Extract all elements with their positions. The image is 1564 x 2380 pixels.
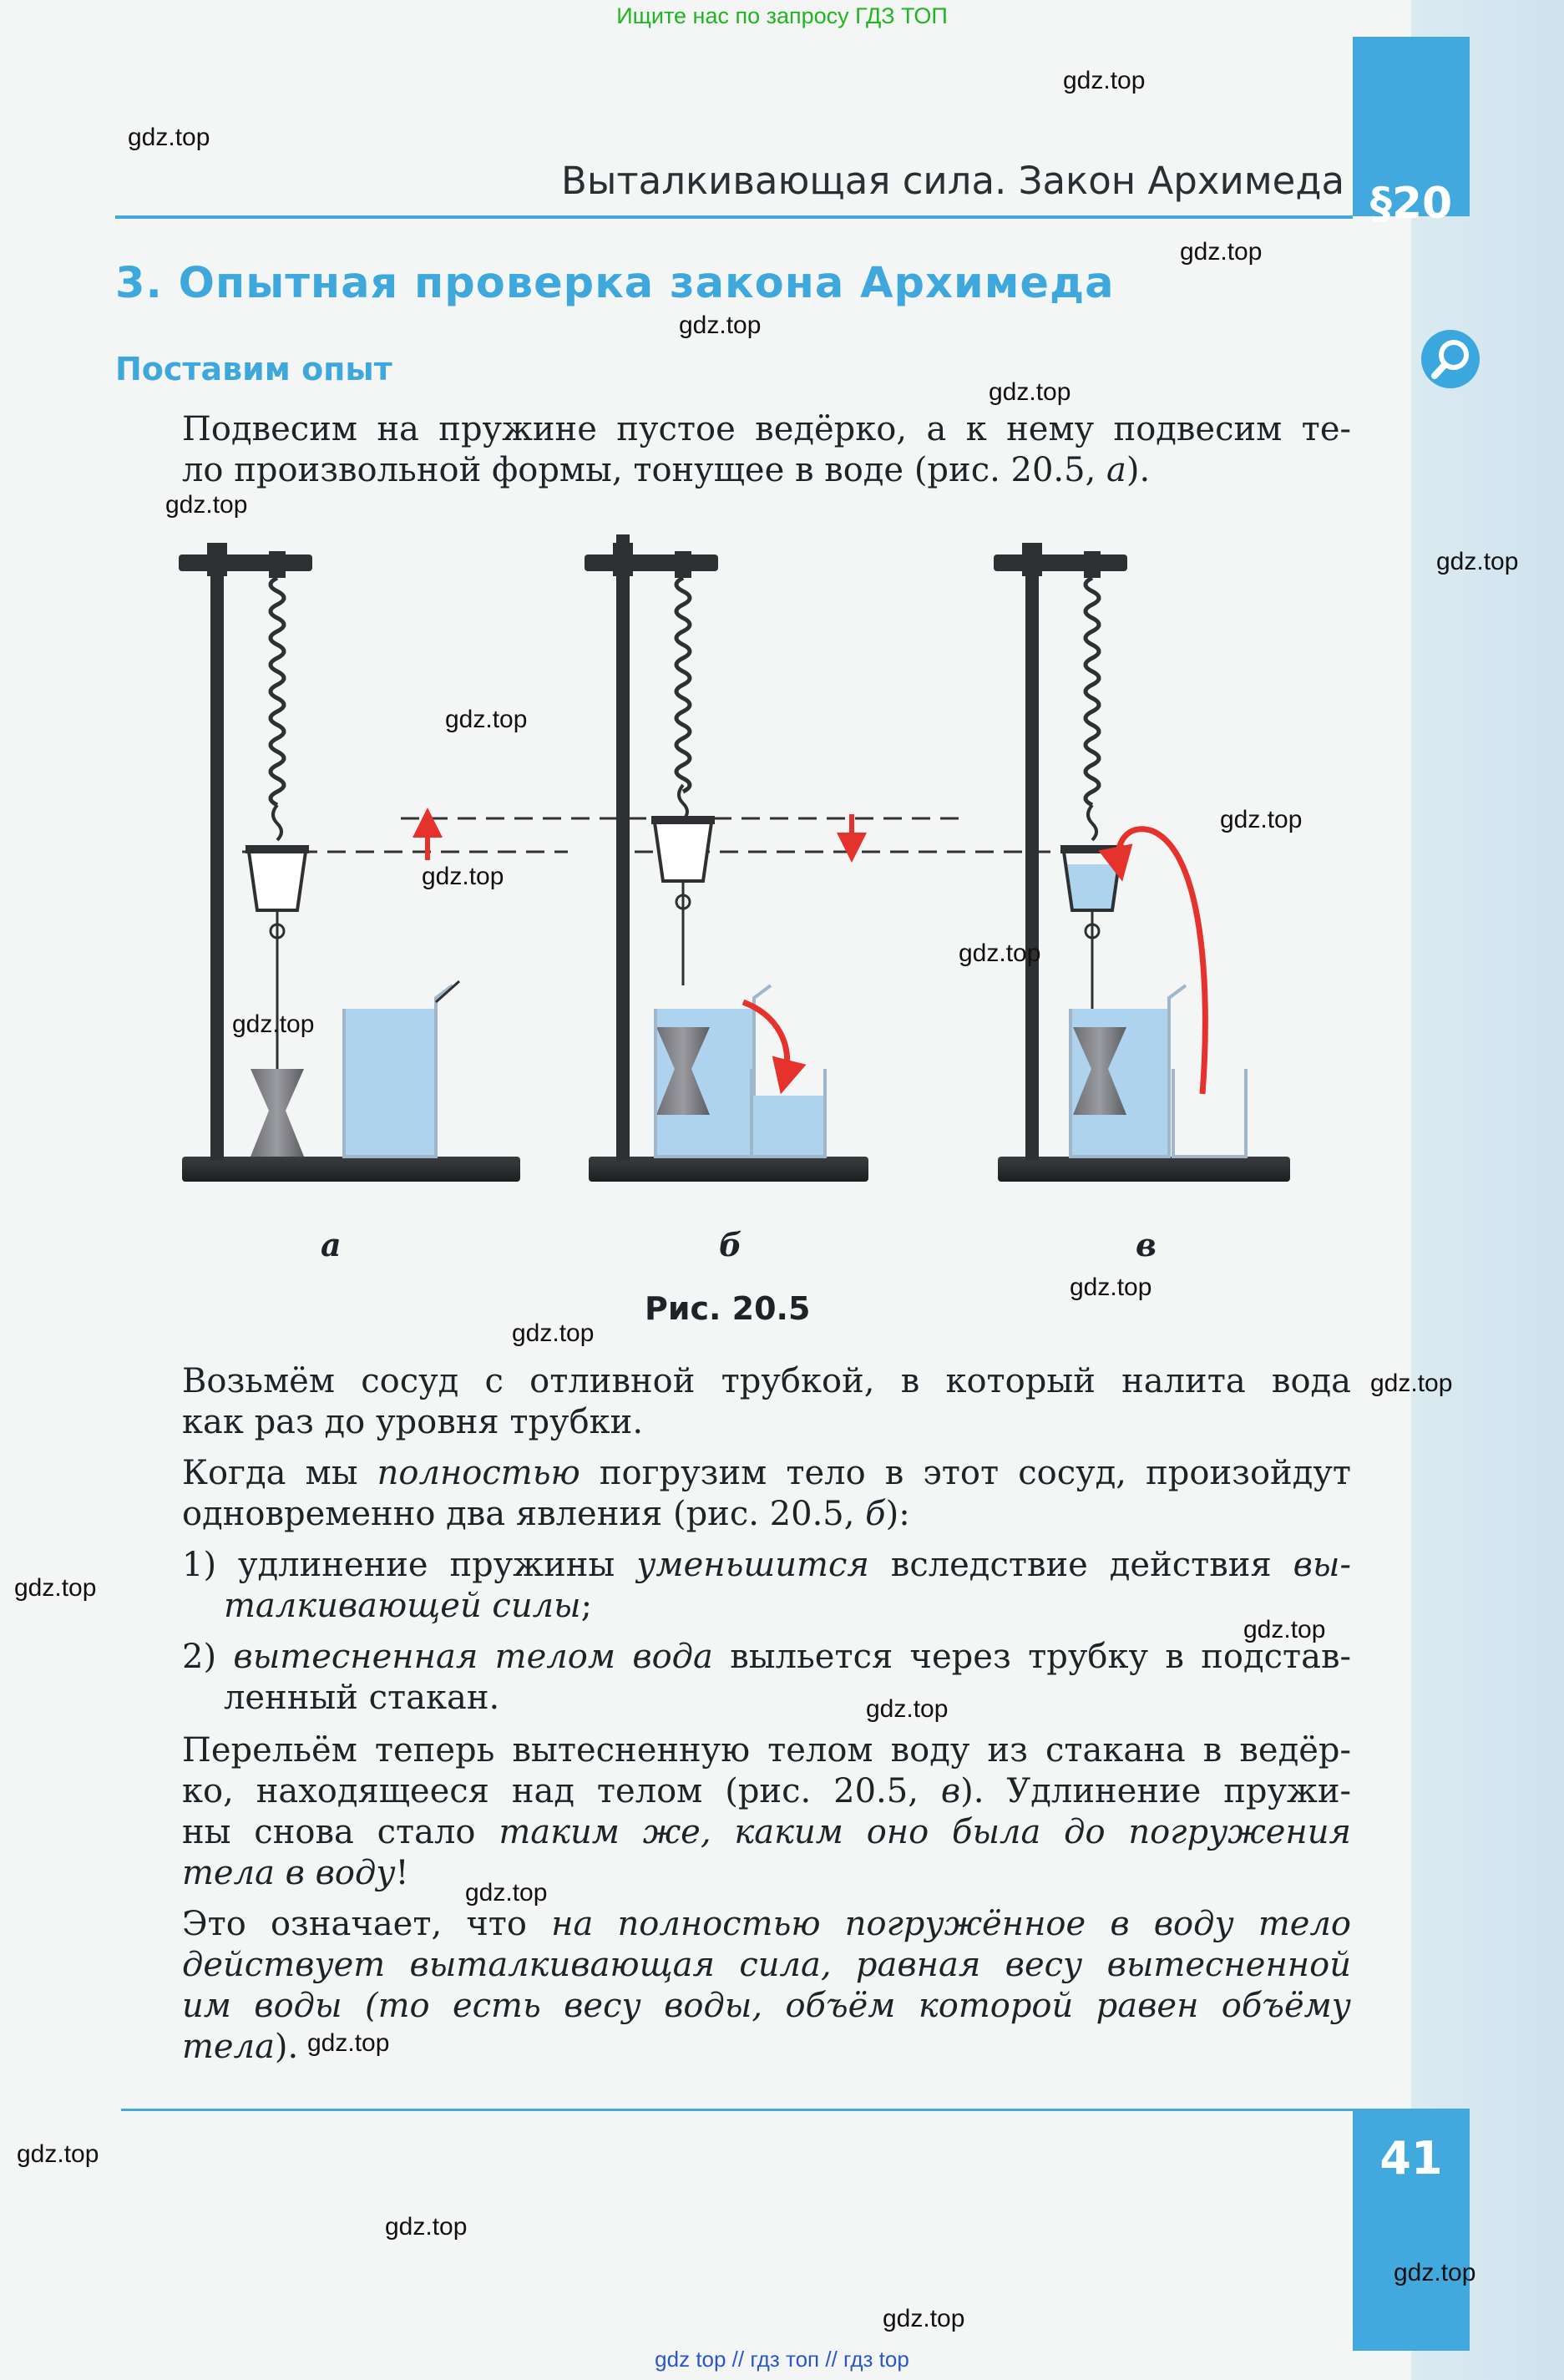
watermark: gdz.top [1220,806,1303,833]
figure-caption: Рис. 20.5 [645,1290,811,1327]
spring [1086,578,1099,805]
section-title: 3. Опытная проверка закона Архимеда [115,259,1115,308]
text-line: как раз до уровня трубки. [182,1403,644,1441]
watermark: gdz.top [989,378,1071,406]
text-line: одновременно два явления (рис. 20.5, б): [182,1495,910,1533]
text-line: ло произвольной формы, тонущее в воде (рис. 20.5, а). [182,451,1151,489]
text-line: ко, находящееся над телом (рис. 20.5, в). Удлинение пружи- [182,1772,1351,1810]
stand-b [585,534,868,1182]
text-line: им воды (то есть весу воды, объём которой равен объёму [182,1987,1351,2025]
watermark: gdz.top [445,706,528,733]
list-item-1 [182,1545,1351,1627]
bucket [655,823,711,881]
text-line: ленный стакан. [224,1679,500,1717]
stand-c [994,543,1290,1182]
watermark: gdz.top [883,2305,965,2332]
watermark: gdz.top [14,1574,97,1602]
watermark: gdz.top [1394,2259,1476,2286]
watermark: gdz.top [128,124,210,151]
search-icon [1421,330,1480,388]
watermark: gdz.top [165,491,248,519]
list-item-2 [182,1637,1351,1719]
text-line: Перельём теперь вытесненную телом воду из стакана в ведёр- [182,1731,1351,1770]
watermark: gdz.top [385,2213,468,2241]
bucket-water [1065,864,1119,910]
paragraph-4 [182,1730,1351,1894]
watermark: gdz.top [1180,238,1263,266]
paragraph-tab [1353,37,1470,229]
figure-label-a: а [321,1226,342,1263]
subsection-title: Поставим опыт [115,351,392,387]
paragraph-number: §20 [1369,179,1453,229]
watermark: gdz.top [422,863,504,890]
text-line: тела в воду! [182,1854,409,1892]
beaker-water [752,1096,825,1157]
watermark: gdz.top [1243,1616,1326,1643]
text-line: действует выталкивающая сила, равная весу вытесненной [182,1946,1351,1984]
water [344,1009,436,1157]
figure-20-5 [167,534,1303,1278]
watermark: gdz.top [1063,67,1146,94]
top-banner[interactable]: Ищите нас по запросу ГДЗ ТОП [616,3,948,28]
text-line: 2) вытесненная телом вода выльется через трубку в подстав- [182,1638,1351,1676]
figure-label-c: в [1136,1226,1157,1263]
watermark: gdz.top [959,939,1041,967]
footer-rule [121,2109,1353,2111]
text-line: Возьмём сосуд с отливной трубкой, в который налита вода [182,1362,1351,1400]
beaker [1173,1069,1246,1157]
paragraph-2 [182,1361,1351,1443]
watermark: gdz.top [232,1010,315,1038]
spring [676,578,690,792]
header-title: Выталкивающая сила. Закон Архимеда [561,159,1345,203]
watermark: gdz.top [1370,1370,1453,1397]
text-line: Это означает, что на полностью погружённое в воду тело [182,1905,1351,1943]
paragraph-3 [182,1453,1351,1535]
header-rule [115,215,1353,219]
watermark: gdz.top [512,1319,595,1347]
watermark: gdz.top [866,1695,949,1723]
page-number-tab [1353,2109,1470,2351]
text-line: Подвесим на пружине пустое ведёрко, а к нему подвесим те- [182,410,1351,448]
text-line: тела). [182,2028,299,2066]
body [251,1069,304,1157]
text-line: Когда мы полностью погрузим тело в этот сосуд, произойдут [182,1454,1351,1492]
watermark: gdz.top [1436,548,1519,575]
text-line: ны снова стало таким же, каким оно была до погружения [182,1813,1352,1851]
page-number: 41 [1379,2132,1443,2185]
bucket [249,852,306,910]
bottom-banner[interactable]: gdz top // гдз топ // гдз top [655,2347,909,2372]
watermark: gdz.top [679,311,762,339]
figure-label-b: б [719,1226,742,1263]
spring [271,578,284,805]
watermark: gdz.top [1070,1274,1152,1301]
text-line: талкивающей силы; [224,1587,593,1625]
watermark: gdz.top [307,2029,390,2057]
watermark: gdz.top [465,1879,548,1907]
text-line: 1) удлинение пружины уменьшится вследствие действия вы- [182,1546,1351,1584]
watermark: gdz.top [17,2140,99,2168]
paragraph-1 [182,409,1351,491]
